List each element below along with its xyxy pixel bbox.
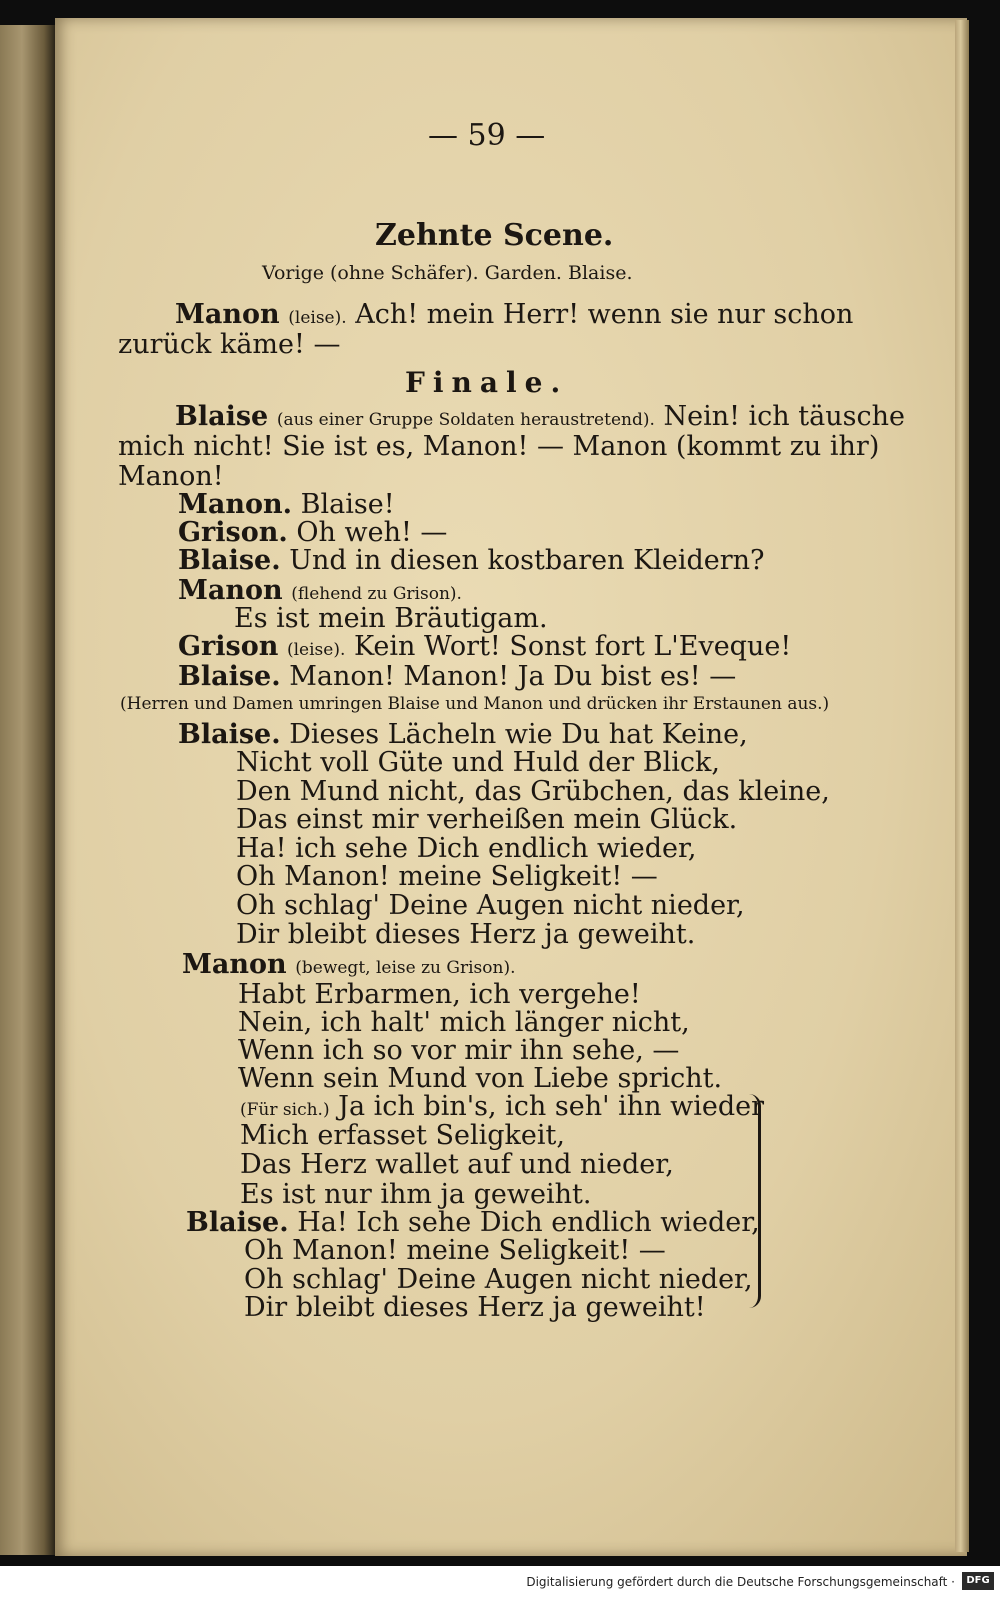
text-line: Dir bleibt dieses Herz ja geweiht!: [244, 1292, 706, 1323]
duet-brace: [744, 1094, 761, 1308]
text-line: Oh schlag' Deine Augen nicht nieder,: [244, 1264, 753, 1295]
text-line: Habt Erbarmen, ich vergehe!: [238, 979, 641, 1010]
text-line: Manon!: [118, 461, 224, 492]
text-line: Blaise. Und in diesen kostbaren Kleidern?: [178, 545, 765, 576]
dfg-logo: DFG: [962, 1572, 994, 1590]
text-line: Es ist mein Bräutigam.: [234, 603, 548, 634]
text-line: Blaise. Manon! Manon! Ja Du bist es! —: [178, 661, 737, 692]
scene-title: Zehnte Scene.: [375, 218, 614, 253]
facing-page-edge: [0, 25, 55, 1555]
text-line: Grison. Oh weh! —: [178, 517, 448, 548]
text-line: Manon (leise). Ach! mein Herr! wenn sie nur schon: [175, 299, 854, 330]
text-line: Es ist nur ihm ja geweiht.: [240, 1179, 592, 1210]
text-line: Wenn ich so vor mir ihn sehe, —: [238, 1035, 680, 1066]
text-line: Das Herz wallet auf und nieder,: [240, 1149, 674, 1180]
text-line: Mich erfasset Seligkeit,: [240, 1120, 565, 1151]
stage-direction: (Herren und Damen umringen Blaise und Manon und drücken ihr Erstaunen aus.): [120, 694, 830, 714]
text-line: Den Mund nicht, das Grübchen, das kleine,: [236, 776, 830, 807]
text-line: mich nicht! Sie ist es, Manon! — Manon (kommt zu ihr): [118, 431, 880, 462]
text-line: Oh schlag' Deine Augen nicht nieder,: [236, 890, 745, 921]
text-line: Wenn sein Mund von Liebe spricht.: [238, 1063, 723, 1094]
text-line: Manon (flehend zu Grison).: [178, 575, 462, 606]
text-line: Manon. Blaise!: [178, 489, 395, 520]
text-line: zurück käme! —: [118, 329, 341, 360]
page-number: — 59 —: [428, 118, 546, 153]
text-line: Grison (leise). Kein Wort! Sonst fort L'Eveque!: [178, 631, 792, 662]
persons-list: Vorige (ohne Schäfer). Garden. Blaise.: [262, 262, 633, 284]
text-line: Oh Manon! meine Seligkeit! —: [236, 861, 658, 892]
page-edge-right: [955, 20, 969, 1552]
text-line: Das einst mir verheißen mein Glück.: [236, 804, 738, 835]
text-line: Blaise. Ha! Ich sehe Dich endlich wieder,: [186, 1207, 760, 1238]
funding-notice: Digitalisierung gefördert durch die Deutsche Forschungsgemeinschaft ·: [526, 1575, 955, 1589]
text-line: Oh Manon! meine Seligkeit! —: [244, 1235, 666, 1266]
text-line: Blaise (aus einer Gruppe Soldaten heraustretend). Nein! ich täusche: [175, 401, 905, 432]
text-line: (Für sich.) Ja ich bin's, ich seh' ihn wieder: [240, 1091, 765, 1122]
text-line: Blaise. Dieses Lächeln wie Du hat Keine,: [178, 719, 748, 750]
text-line: Ha! ich sehe Dich endlich wieder,: [236, 833, 697, 864]
footer-bar: [0, 1566, 1000, 1598]
text-line: Nicht voll Güte und Huld der Blick,: [236, 747, 720, 778]
text-line: Dir bleibt dieses Herz ja geweiht.: [236, 919, 696, 950]
text-line: Nein, ich halt' mich länger nicht,: [238, 1007, 690, 1038]
text-line: Manon (bewegt, leise zu Grison).: [182, 949, 516, 980]
finale-heading: Finale.: [405, 366, 569, 399]
